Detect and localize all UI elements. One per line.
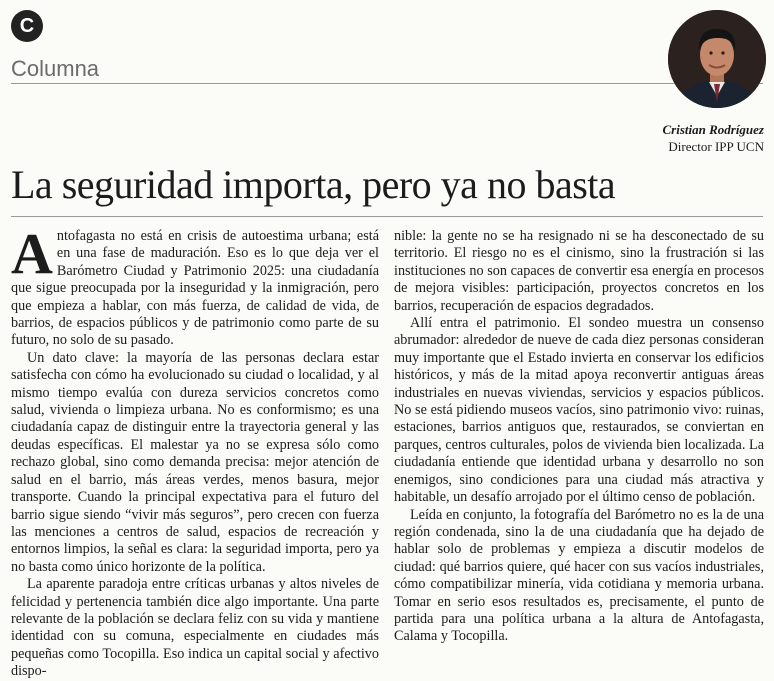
headline-divider (11, 216, 763, 217)
paragraph: nible: la gente no se ha resignado ni se ha desconectado de su territorio. El riesgo no es el cinismo, sino la frustración si las instituciones no son capaces de convertir esa energía en procesos de mejora visibles: participación, proyectos concretos en los barrios, recuperación de espacios degradados. (394, 228, 764, 314)
article-headline: La seguridad importa, pero ya no basta (11, 162, 616, 207)
article-column-2 (394, 228, 764, 646)
column-badge: C (11, 10, 43, 42)
paragraph: Allí entra el patrimonio. El sondeo muestra un consenso abrumador: alrededor de nueve de cada diez personas consideran muy importante que el Estado invierta en conservar los edificios históricos, y más de la mitad apoya reconvertir antiguas áreas industriales en nuevas viviendas, servicios y espacios públicos. No se está pidiendo museos vacíos, sino patrimonio vivo: ruinas, estaciones, barrios antiguos que, restaurados, se conviertan en parques, centros culturales, polos de vivienda bien localizada. La ciudadanía entiende que identidad urbana y desarrollo no son enemigos, sino condiciones para una ciudad más atractiva y habitable, un desafío arrojado por el último censo de población. (394, 315, 764, 506)
article-column-1 (11, 221, 379, 681)
paragraph: Leída en conjunto, la fotografía del Barómetro no es la de una región condenada, sino la de una ciudadanía que ha dejado de hablar solo de problemas y empieza a discutir modelos de ciudad: qué barrios quiere, qué hacer con sus vacíos industriales, cómo compatibilizar minería, vida cotidiana y memoria urbana. Tomar en serio esos resultados es, precisamente, el punto de partida para una política urbana a la altura de Antofagasta, Calama y Tocopilla. (394, 506, 764, 645)
paragraph: Un dato clave: la mayoría de las personas declara estar satisfecha con cómo ha evolucionado su ciudad o localidad, y al mismo tiempo evalúa con dureza servicios concretos como salud, vivienda o limpieza urbana. No es conformismo; es una ciudadanía capaz de distinguir entre la trayectoria general y las deudas específicas. El malestar ya no se expresa sólo como rechazo global, sino como demanda precisa: mejor atención de salud en el barrio, más áreas verdes, menos basura, mejor transporte. Cuando la principal expectativa para el futuro del barrio sigue siendo “vivir más seguros”, pero crecen con fuerza las menciones a centros de salud, espacios de recreación y entornos limpios, la señal es clara: la seguridad importa, pero ya no basta como único horizonte de la política. (11, 349, 379, 575)
drop-cap: A (11, 221, 53, 286)
author-photo (668, 10, 766, 108)
author-byline (662, 121, 764, 155)
author-role: Director IPP UCN (668, 139, 764, 154)
top-divider (11, 83, 763, 84)
paragraph: La aparente paradoja entre críticas urbanas y altos niveles de felicidad y pertenencia también dice algo importante. Una parte relevante de la población se declara feliz con su vida y mantiene identidad con su comuna, especialmente en ciudades más pequeñas como Tocopilla. Eso indica un capital social y afectivo dispo- (11, 576, 379, 680)
section-label: Columna (11, 56, 100, 81)
author-portrait-image (668, 10, 766, 108)
author-name: Cristian Rodríguez (662, 122, 764, 137)
paragraph (11, 221, 379, 350)
paragraph-text: ntofagasta no está en crisis de autoestima urbana; está en una fase de maduración. Eso es lo que deja ver el Barómetro Ciudad y Patrimonio 2025: una ciudadanía que sigue preocupada por la inseguridad y la inmigración, pero que empieza a hablar, con más fuerza, de calidad de vida, de barrios, de espacios públicos y de patrimonio como parte de su futuro, no solo de su pasado. (11, 228, 379, 349)
